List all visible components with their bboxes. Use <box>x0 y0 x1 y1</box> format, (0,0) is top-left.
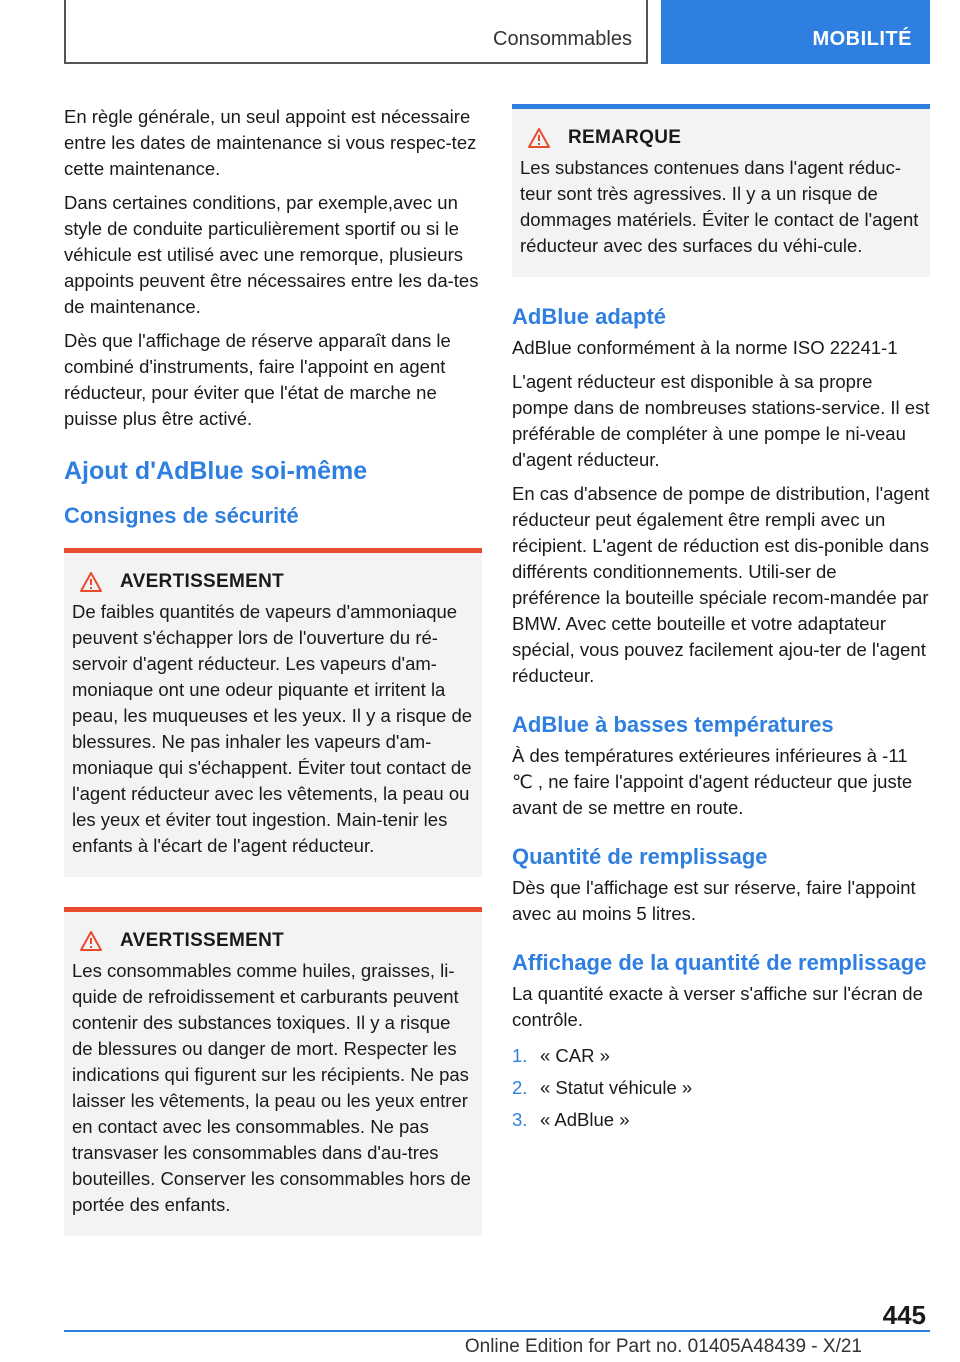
step-text: « AdBlue » <box>540 1109 630 1130</box>
footer-edition: Online Edition for Part no. 01405A48439 - X/21 <box>464 1336 862 1357</box>
steps-list <box>512 1043 930 1133</box>
step-text: « CAR » <box>540 1045 610 1066</box>
warning-text: De faibles quantités de vapeurs d'ammoniaque peuvent s'échapper lors de l'ouverture du ré-servoir d'agent réducteur. Les vapeurs d'am-moniaque ont une odeur piquante et irritent la peau, les muqueuses et les yeux. Il y a risque de blessures. Ne pas inhaler les vapeurs d'am-moniaque qui s'échappent. Éviter tout contact de l'agent réducteur avec les vêtements, la peau ou les yeux et éviter tout ingestion. Main-tenir les enfants à l'écart de l'agent réducteur. <box>72 601 473 856</box>
warning-triangle-icon <box>528 128 550 148</box>
header-chapter-label: MOBILITÉ <box>812 28 912 50</box>
warning-title: AVERTISSEMENT <box>120 930 285 951</box>
note-title-row <box>520 127 922 149</box>
paragraph: Dès que l'affichage est sur réserve, faire l'appoint avec au moins 5 litres. <box>512 877 916 924</box>
warning-text: Les consommables comme huiles, graisses, li-quide de refroidissement et carburants peuvent contenir des substances toxiques. Il y a risque de blessures ou danger de mort. Respecter les indications qui figurent sur les récipients. Ne pas laisser les vêtements, la peau ou les yeux entrer en contact avec les consommables. Ne pas transvaser les consommables dans d'au-tres bouteilles. Conserver les consommables hors de portée des enfants. <box>72 960 471 1215</box>
header-section-title: Consommables <box>493 28 632 50</box>
warning-title-row <box>72 571 474 593</box>
subsection-heading: AdBlue adapté <box>512 304 667 329</box>
header-section-box <box>64 0 648 64</box>
warning-triangle-icon <box>80 572 102 592</box>
section-heading: Ajout d'AdBlue soi-même <box>64 457 368 485</box>
step-number: 2. <box>512 1077 528 1098</box>
paragraph: En cas d'absence de pompe de distribution, l'agent réducteur peut également être rempli avec un récipient. L'agent de réduction est dis-ponible dans différents conditionnements. Utili-ser de préférence la bouteille spéciale recom-mandée par BMW. Avec cette bouteille et votre adaptateur spécial, vous pouvez facilement ajou-ter de l'agent réducteur. <box>512 483 930 686</box>
left-column <box>64 104 482 1236</box>
paragraph: En règle générale, un seul appoint est nécessaire entre les dates de maintenance si vous respec-tez cette maintenance. <box>64 106 477 179</box>
paragraph: À des températures extérieures inférieures à -11 ℃ , ne faire l'appoint d'agent réducteur que juste avant de se mettre en route. <box>512 745 913 818</box>
warning-title-row <box>72 930 474 952</box>
header-chapter-tab <box>661 0 930 64</box>
list-item <box>512 1075 930 1101</box>
note-title: REMARQUE <box>568 127 682 148</box>
footer-divider <box>64 1330 930 1332</box>
page-number: 445 <box>882 1300 926 1330</box>
warning-box <box>64 548 482 877</box>
paragraph: L'agent réducteur est disponible à sa propre pompe dans de nombreuses stations-service. Il est préférable de compléter à une pompe le ni-veau d'agent réducteur. <box>512 371 930 470</box>
note-box <box>512 104 930 277</box>
paragraph: Dans certaines conditions, par exemple,avec un style de conduite particulièrement sportif ou si le véhicule est utilisé avec une remorque, plusieurs appoints peuvent être nécessaires entre les da-tes de maintenance. <box>64 192 479 317</box>
warning-box <box>64 907 482 1236</box>
list-item <box>512 1107 930 1133</box>
right-column <box>512 104 930 1139</box>
step-number: 1. <box>512 1045 528 1066</box>
subsection-heading: Affichage de la quantité de remplissage <box>512 950 927 975</box>
paragraph: Dès que l'affichage de réserve apparaît dans le combiné d'instruments, faire l'appoint en agent réducteur, pour éviter que l'état de marche ne puisse plus être activé. <box>64 330 451 429</box>
note-text: Les substances contenues dans l'agent réduc-teur sont très agressives. Il y a un risque de dommages matériels. Éviter le contact de l'agent réducteur avec des surfaces du véhi-cule. <box>520 157 919 256</box>
warning-triangle-icon <box>80 931 102 951</box>
warning-title: AVERTISSEMENT <box>120 571 285 592</box>
subsection-heading: Quantité de remplissage <box>512 844 768 869</box>
paragraph: AdBlue conformément à la norme ISO 22241-1 <box>512 337 898 358</box>
step-text: « Statut véhicule » <box>540 1077 693 1098</box>
paragraph: La quantité exacte à verser s'affiche sur l'écran de contrôle. <box>512 983 923 1030</box>
subsection-heading: AdBlue à basses températures <box>512 712 834 737</box>
list-item <box>512 1043 930 1069</box>
subsection-heading: Consignes de sécurité <box>64 503 299 528</box>
step-number: 3. <box>512 1109 528 1130</box>
